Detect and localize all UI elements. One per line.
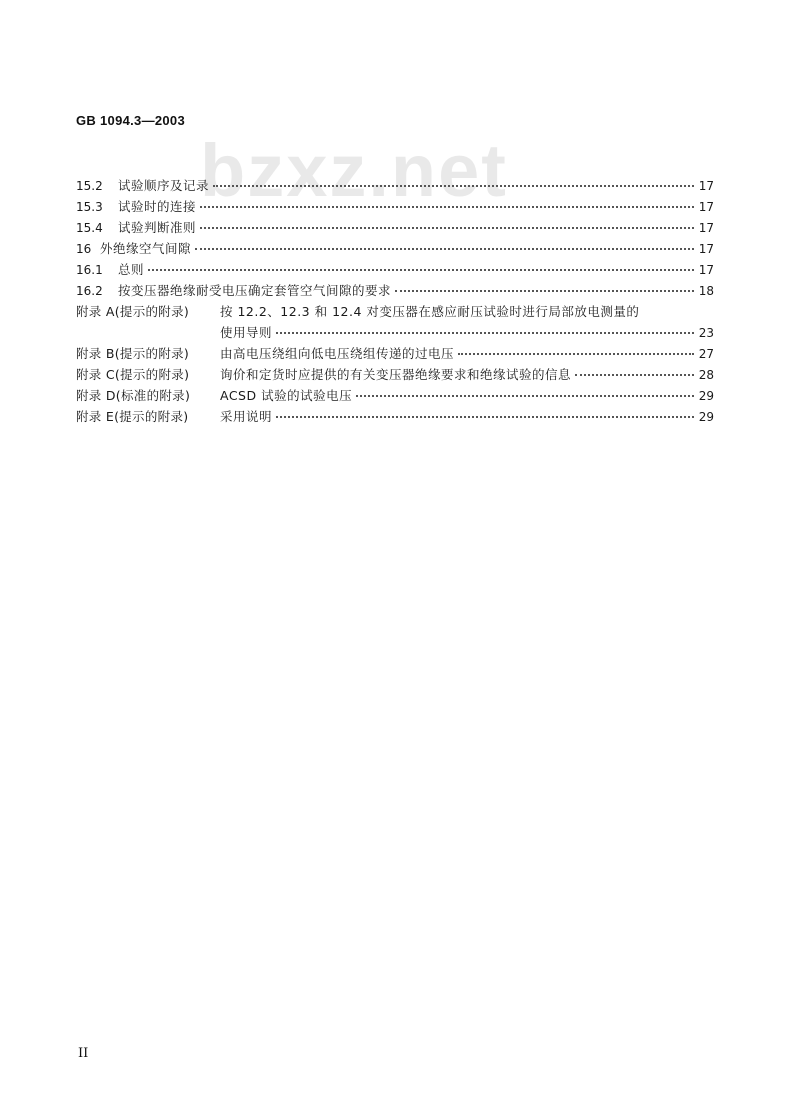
appendix-label: 附录 D(标准的附录) <box>76 388 191 403</box>
toc-leader-dots <box>200 205 694 208</box>
toc-entry-page: 17 <box>698 200 714 214</box>
toc-entry-appendix-a[interactable] <box>76 301 714 322</box>
appendix-label: 附录 B(提示的附录) <box>76 346 190 361</box>
toc-entry-title: 按变压器绝缘耐受电压确定套管空气间隙的要求 <box>118 283 392 298</box>
toc-entry-title: 试验顺序及记录 <box>118 178 210 193</box>
toc-entry-number: 16.2 <box>76 284 103 298</box>
toc-entry-page: 28 <box>698 368 714 382</box>
toc-entry-title: 总则 <box>118 262 145 277</box>
toc-leader-dots <box>148 268 694 271</box>
toc-entry-number: 16.1 <box>76 263 103 277</box>
toc-entry-16-1[interactable] <box>76 259 714 280</box>
appendix-label: 附录 A(提示的附录) <box>76 304 190 319</box>
toc-leader-dots <box>200 226 694 229</box>
toc-entry-page: 23 <box>698 326 714 340</box>
toc-entry-page: 17 <box>698 221 714 235</box>
toc-entry-page: 17 <box>698 179 714 193</box>
standard-code-header: GB 1094.3—2003 <box>76 113 185 128</box>
toc-entry-appendix-e[interactable] <box>76 406 714 427</box>
toc-entry-title: ACSD 试验的试验电压 <box>220 388 353 403</box>
toc-leader-dots <box>395 289 694 292</box>
toc-entry-15-4[interactable] <box>76 217 714 238</box>
toc-entry-appendix-c[interactable] <box>76 364 714 385</box>
toc-entry-title: 询价和定货时应提供的有关变压器绝缘要求和绝缘试验的信息 <box>220 367 572 382</box>
toc-entry-page: 29 <box>698 410 714 424</box>
toc-entry-appendix-a-continuation[interactable] <box>76 322 714 343</box>
page-number: II <box>78 1046 89 1061</box>
toc-entry-page: 27 <box>698 347 714 361</box>
toc-entry-page: 17 <box>698 242 714 256</box>
toc-entry-number: 15.3 <box>76 200 103 214</box>
toc-entry-15-2[interactable] <box>76 175 714 196</box>
toc-leader-dots <box>458 352 694 355</box>
watermark: bzxz.net <box>200 129 508 212</box>
toc-entry-page: 18 <box>698 284 714 298</box>
toc-entry-number: 15.2 <box>76 179 103 193</box>
appendix-label: 附录 C(提示的附录) <box>76 367 190 382</box>
toc-leader-dots <box>276 415 694 418</box>
toc-entry-page: 17 <box>698 263 714 277</box>
toc-entry-appendix-b[interactable] <box>76 343 714 364</box>
toc-entry-16[interactable] <box>76 238 714 259</box>
toc-entry-title: 外绝缘空气间隙 <box>100 241 192 256</box>
toc-leader-dots <box>213 184 694 187</box>
toc-entry-15-3[interactable] <box>76 196 714 217</box>
toc-leader-dots <box>195 247 694 250</box>
toc-entry-title: 采用说明 <box>220 409 273 424</box>
toc-leader-dots <box>276 331 694 334</box>
toc-entry-title: 试验判断准则 <box>118 220 197 235</box>
toc-entry-page: 29 <box>698 389 714 403</box>
toc-entry-appendix-d[interactable] <box>76 385 714 406</box>
table-of-contents <box>76 175 714 427</box>
toc-leader-dots <box>356 394 694 397</box>
toc-leader-dots <box>575 373 694 376</box>
appendix-label: 附录 E(提示的附录) <box>76 409 189 424</box>
toc-entry-16-2[interactable] <box>76 280 714 301</box>
toc-entry-title: 由高电压绕组向低电压绕组传递的过电压 <box>220 346 455 361</box>
toc-entry-title-continuation: 使用导则 <box>220 325 273 340</box>
toc-entry-number: 16 <box>76 242 92 256</box>
toc-entry-number: 15.4 <box>76 221 103 235</box>
toc-entry-title: 按 12.2、12.3 和 12.4 对变压器在感应耐压试验时进行局部放电测量的 <box>220 304 640 319</box>
toc-entry-title: 试验时的连接 <box>118 199 197 214</box>
